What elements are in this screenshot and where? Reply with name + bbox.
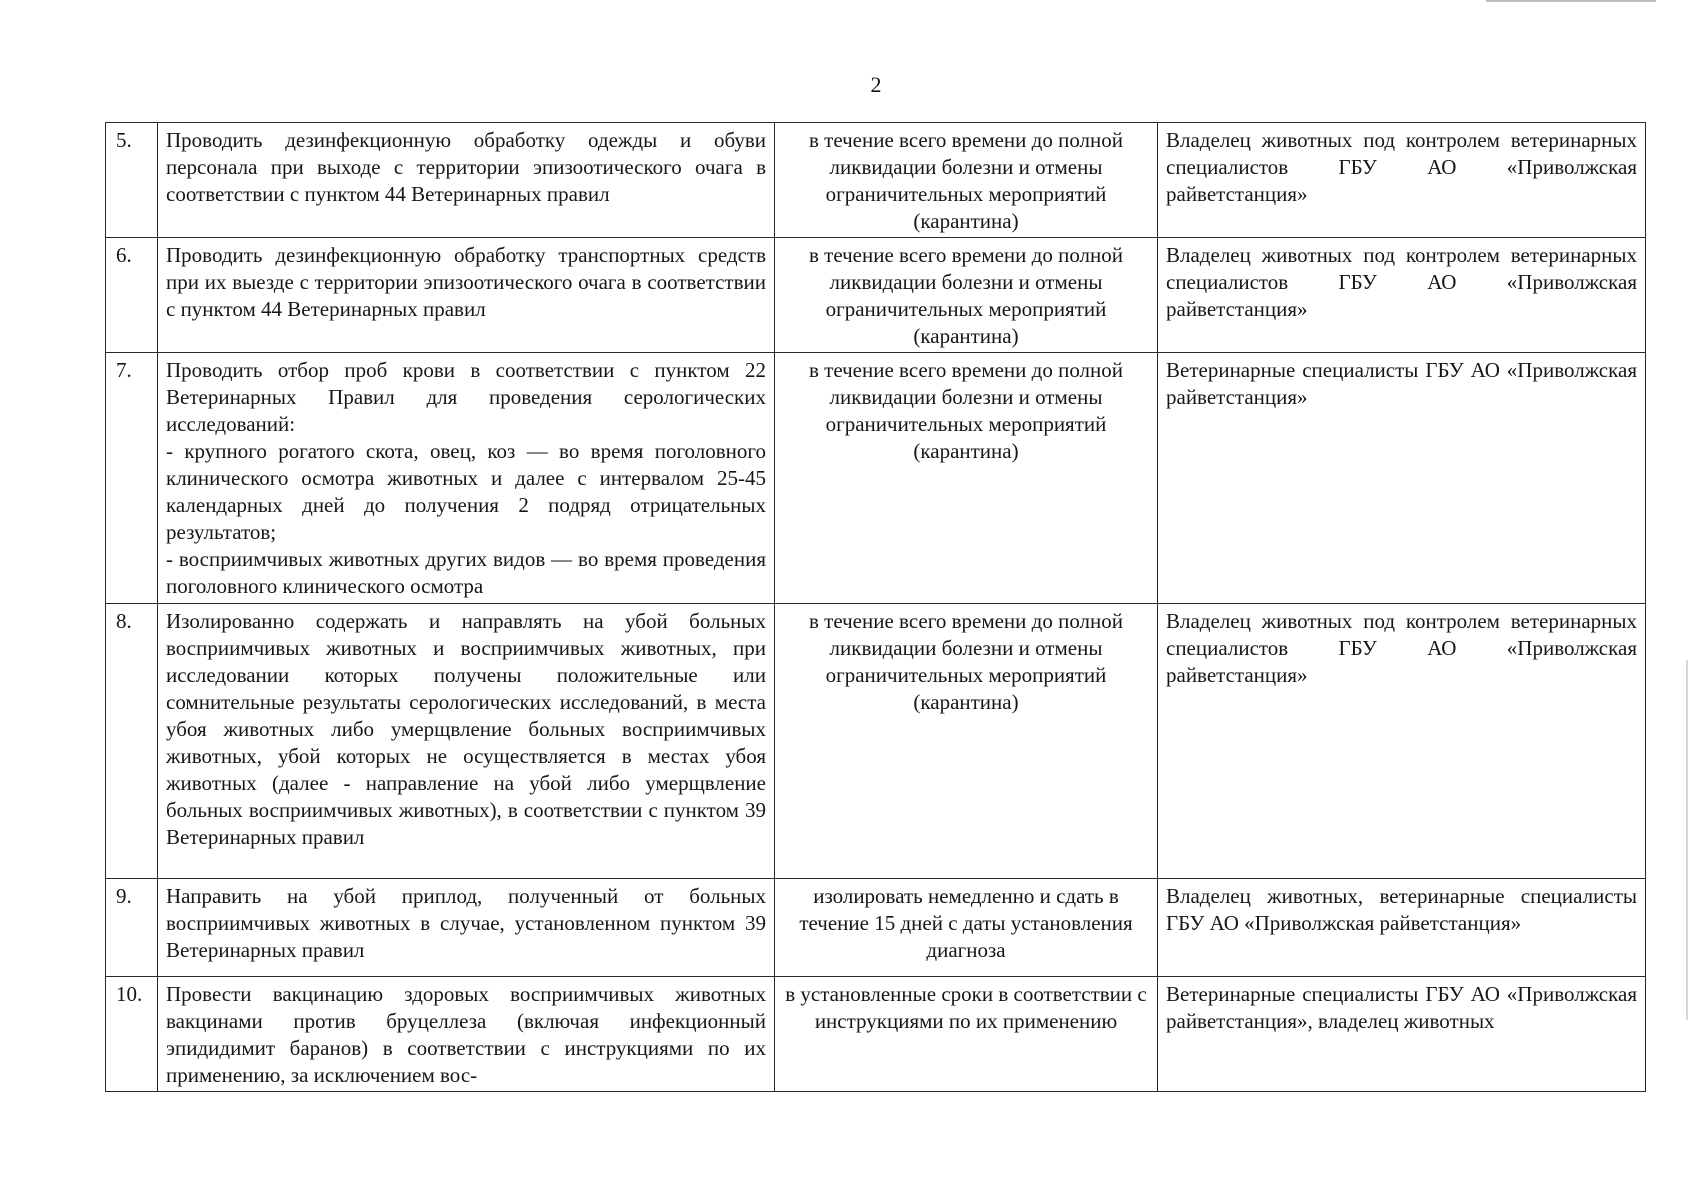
row-number: 5. <box>106 123 158 238</box>
table-row <box>106 123 1646 238</box>
responsible-cell: Владелец животных под контролем ветеринарных специалистов ГБУ АО «Приволжская райветстанция» <box>1158 238 1646 353</box>
term-cell: в течение всего времени до полной ликвидации болезни и отмены ограничительных мероприятий (карантина) <box>775 353 1158 604</box>
table-row <box>106 879 1646 977</box>
responsible-cell: Ветеринарные специалисты ГБУ АО «Приволжская райветстанция», владелец животных <box>1158 977 1646 1092</box>
table-row <box>106 977 1646 1092</box>
table-row <box>106 238 1646 353</box>
page-number: 2 <box>870 72 882 97</box>
row-number: 9. <box>106 879 158 977</box>
term-cell: в течение всего времени до полной ликвидации болезни и отмены ограничительных мероприятий (карантина) <box>775 123 1158 238</box>
action-cell: Направить на убой приплод, полученный от больных восприимчивых животных в случае, установленном пунктом 39 Ветеринарных правил <box>158 879 775 977</box>
row-number: 6. <box>106 238 158 353</box>
action-cell <box>158 353 775 604</box>
scan-artifact-edge <box>1686 660 1688 1020</box>
action-line: Проводить отбор проб крови в соответствии с пунктом 22 Ветеринарных Правил для проведения серологических исследований: <box>166 358 766 436</box>
term-cell: в течение всего времени до полной ликвидации болезни и отмены ограничительных мероприятий (карантина) <box>775 604 1158 879</box>
action-cell: Проводить дезинфекционную обработку транспортных средств при их выезде с территории эпизоотического очага в соответствии с пунктом 44 Ветеринарных правил <box>158 238 775 353</box>
row-number: 10. <box>106 977 158 1092</box>
responsible-cell: Владелец животных, ветеринарные специалисты ГБУ АО «Приволжская райветстанция» <box>1158 879 1646 977</box>
action-cell: Проводить дезинфекционную обработку одежды и обуви персонала при выходе с территории эпизоотического очага в соответствии с пунктом 44 Ветеринарных правил <box>158 123 775 238</box>
responsible-cell: Владелец животных под контролем ветеринарных специалистов ГБУ АО «Приволжская райветстанция» <box>1158 604 1646 879</box>
table-row <box>106 353 1646 604</box>
term-cell: изолировать немедленно и сдать в течение 15 дней с даты установления диагноза <box>775 879 1158 977</box>
scan-artifact-top <box>1486 0 1656 2</box>
row-number: 7. <box>106 353 158 604</box>
term-cell: в установленные сроки в соответствии с инструкциями по их применению <box>775 977 1158 1092</box>
measures-table <box>105 122 1646 1092</box>
row-number: 8. <box>106 604 158 879</box>
table-row <box>106 604 1646 879</box>
action-cell: Изолированно содержать и направлять на убой больных восприимчивых животных и восприимчивых животных, при исследовании которых получены положительные или сомнительные результаты серологических исследований, в места убоя животных либо умерщвление больных восприимчивых животных, убой которых не осуществляется в местах убоя животных (далее - направление на убой либо умерщвление больных восприимчивых животных), в соответствии с пунктом 39 Ветеринарных правил <box>158 604 775 879</box>
term-cell: в течение всего времени до полной ликвидации болезни и отмены ограничительных мероприятий (карантина) <box>775 238 1158 353</box>
responsible-cell: Владелец животных под контролем ветеринарных специалистов ГБУ АО «Приволжская райветстанция» <box>1158 123 1646 238</box>
responsible-cell: Ветеринарные специалисты ГБУ АО «Приволжская райветстанция» <box>1158 353 1646 604</box>
action-cell: Провести вакцинацию здоровых восприимчивых животных вакцинами против бруцеллеза (включая инфекционный эпидидимит баранов) в соответствии с инструкциями по их применению, за исключением вос- <box>158 977 775 1092</box>
action-line: - восприимчивых животных других видов — во время проведения поголовного клинического осмотра <box>166 547 766 598</box>
action-line: - крупного рогатого скота, овец, коз — во время поголовного клинического осмотра животных и далее с интервалом 25-45 календарных дней до получения 2 подряд отрицательных результатов; <box>166 439 766 544</box>
